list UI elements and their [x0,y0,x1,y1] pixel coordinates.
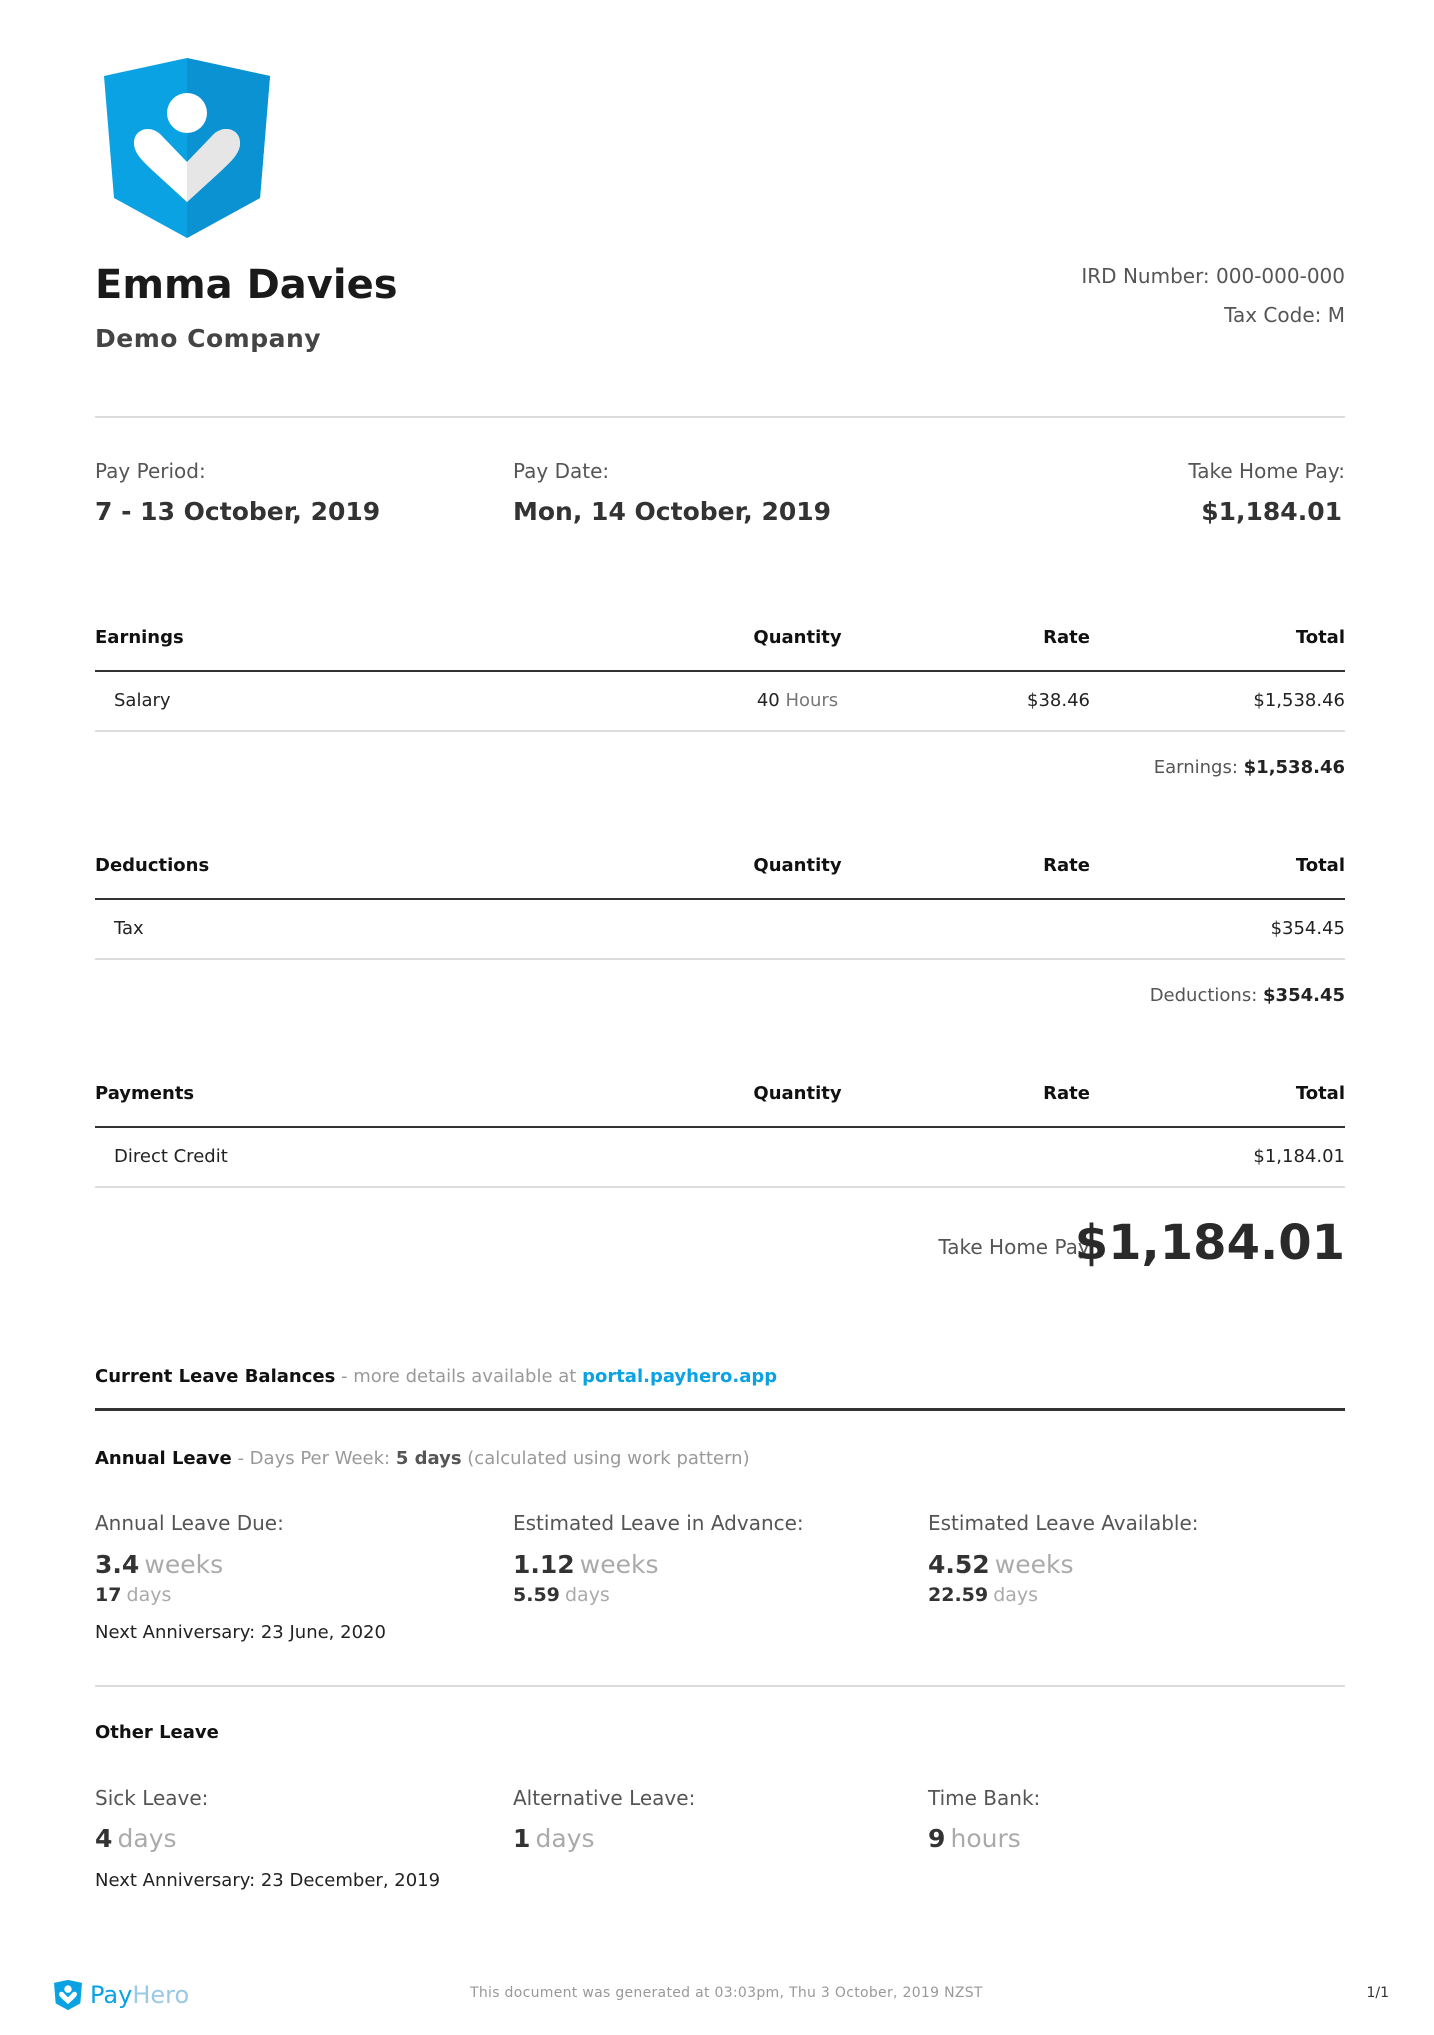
payments-header-total: Total [1295,1083,1345,1104]
deductions-header-rate: Rate [1043,855,1090,876]
leave-balances-heading [95,1366,777,1387]
earnings-header-rule [95,670,1345,672]
payments-header-rule [95,1126,1345,1128]
generated-notice: This document was generated at 03:03pm, Thu 3 October, 2019 NZST [470,1985,983,2001]
deductions-row-total: $354.45 [1270,918,1345,939]
alt-leave-label: Alternative Leave: [513,1786,696,1810]
payments-header-rate: Rate [1043,1083,1090,1104]
annual-leave-due-weeks [95,1550,223,1579]
page-number: 1/1 [1366,1985,1389,2001]
deductions-row-rule [95,958,1345,960]
tax-code [1224,303,1345,327]
annual-leave-heading [95,1448,750,1469]
pay-date-value: Mon, 14 October, 2019 [513,497,832,526]
annual-leave-due-days [95,1584,171,1606]
alt-leave-unit: days [535,1824,595,1853]
pay-date-label: Pay Date: [513,459,610,483]
quantity-unit: Hours [785,690,839,711]
deductions-header-rule [95,898,1345,900]
available-weeks-unit: weeks [994,1550,1074,1579]
available-days-value: 22.59 [928,1584,989,1606]
header-divider [95,416,1345,418]
due-days-value: 17 [95,1584,122,1606]
pay-period-label: Pay Period: [95,459,206,483]
company-logo [104,58,270,238]
payments-header-quantity: Quantity [753,1083,842,1104]
sick-leave-balance [95,1824,177,1853]
leave-balances-subtitle: - more details available at [335,1366,583,1387]
earnings-header-quantity: Quantity [753,627,842,648]
earnings-subtotal-label: Earnings: [1153,757,1238,778]
earnings-row-rate: $38.46 [1027,690,1090,711]
advance-label: Estimated Leave in Advance: [513,1511,804,1535]
earnings-subtotal [1154,757,1345,778]
payhero-shield-icon [104,58,270,238]
leave-balances-rule [95,1408,1345,1411]
advance-days-value: 5.59 [513,1584,560,1606]
annual-next-anniversary: Next Anniversary: 23 June, 2020 [95,1622,386,1643]
earnings-header-rate: Rate [1043,627,1090,648]
earnings-header-name: Earnings [95,627,184,648]
take-home-label: Take Home Pay: [1188,459,1345,483]
days-per-week-suffix: (calculated using work pattern) [461,1448,750,1469]
annual-leave-title: Annual Leave [95,1448,232,1469]
available-weeks [928,1550,1074,1579]
payments-row-rule [95,1186,1345,1188]
ird-label: IRD Number: [1081,264,1210,288]
brand-hero: Hero [132,1981,190,2009]
quantity-value: 40 [756,690,780,711]
time-bank-unit: hours [950,1824,1021,1853]
sick-leave-label: Sick Leave: [95,1786,209,1810]
time-bank-value: 9 [928,1824,946,1853]
time-bank-label: Time Bank: [928,1786,1041,1810]
ird-value: 000-000-000 [1216,264,1345,288]
advance-weeks-value: 1.12 [513,1550,575,1579]
advance-days [513,1584,610,1606]
brand-pay: Pay [90,1981,133,2009]
advance-days-unit: days [564,1584,610,1606]
available-days-unit: days [993,1584,1039,1606]
portal-link[interactable]: portal.payhero.app [582,1366,778,1387]
deductions-header-name: Deductions [95,855,210,876]
payments-row-name: Direct Credit [114,1146,228,1167]
payments-row-total: $1,184.01 [1253,1146,1345,1167]
alt-leave-balance [513,1824,595,1853]
sick-leave-value: 4 [95,1824,113,1853]
deductions-subtotal [1150,985,1345,1006]
earnings-row-rule [95,730,1345,732]
deductions-header-total: Total [1295,855,1345,876]
employee-name: Emma Davies [95,262,398,308]
footer-brand [54,1978,189,2012]
due-weeks-unit: weeks [144,1550,224,1579]
other-leave-title: Other Leave [95,1722,219,1743]
company-name: Demo Company [95,324,322,353]
sick-leave-unit: days [117,1824,177,1853]
alt-leave-value: 1 [513,1824,531,1853]
tax-code-value: M [1327,303,1345,327]
ird-number [1081,264,1345,288]
earnings-header-total: Total [1295,627,1345,648]
tax-code-label: Tax Code: [1224,303,1322,327]
pay-period-value: 7 - 13 October, 2019 [95,497,381,526]
available-label: Estimated Leave Available: [928,1511,1199,1535]
days-per-week-value: 5 days [395,1448,462,1469]
earnings-subtotal-value: $1,538.46 [1243,757,1345,778]
annual-leave-divider [95,1685,1345,1687]
take-home-value: $1,184.01 [1201,497,1342,526]
final-take-home-label: Take Home Pay: [938,1235,1095,1259]
due-weeks-value: 3.4 [95,1550,140,1579]
available-weeks-value: 4.52 [928,1550,990,1579]
annual-leave-due-label: Annual Leave Due: [95,1511,284,1535]
deductions-subtotal-label: Deductions: [1149,985,1258,1006]
payhero-logo-icon [54,1979,82,2011]
advance-weeks-unit: weeks [579,1550,659,1579]
due-days-unit: days [126,1584,172,1606]
earnings-row-quantity [740,690,855,711]
payments-header-name: Payments [95,1083,195,1104]
final-take-home-value: $1,184.01 [1074,1215,1345,1271]
deductions-subtotal-value: $354.45 [1263,985,1345,1006]
deductions-row-name: Tax [114,918,144,939]
earnings-row-name: Salary [114,690,171,711]
advance-weeks [513,1550,659,1579]
available-days [928,1584,1038,1606]
time-bank-balance [928,1824,1021,1853]
deductions-header-quantity: Quantity [753,855,842,876]
days-per-week-prefix: - Days Per Week: [231,1448,396,1469]
earnings-row-total: $1,538.46 [1253,690,1345,711]
leave-balances-title: Current Leave Balances [95,1366,336,1387]
sick-next-anniversary: Next Anniversary: 23 December, 2019 [95,1870,441,1891]
